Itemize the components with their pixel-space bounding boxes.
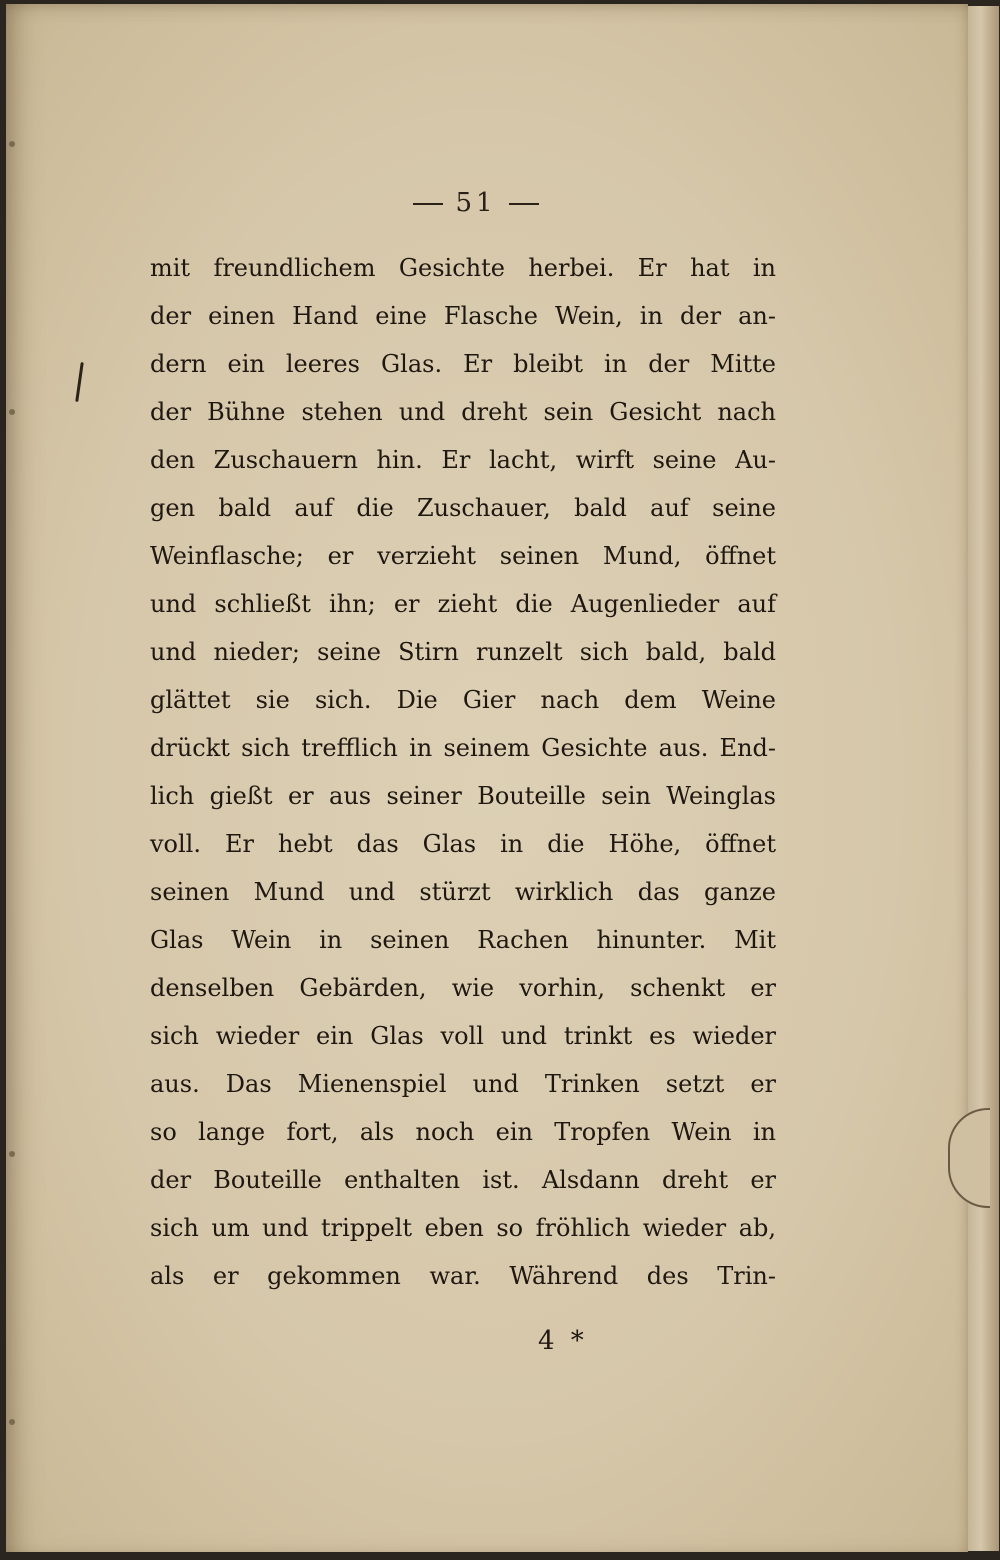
text-line: Glas Wein in seinen Rachen hinunter. Mit	[150, 926, 776, 954]
text-line: und schließt ihn; er zieht die Augenlieder auf	[150, 590, 776, 618]
text-line: voll. Er hebt das Glas in die Höhe, öffnet	[150, 830, 776, 858]
binding-stitch-marks	[6, 4, 24, 1552]
text-line: so lange fort, als noch ein Tropfen Wein in	[150, 1118, 776, 1146]
page-number: 51	[455, 188, 497, 218]
page-header	[6, 188, 946, 218]
body-text	[150, 244, 776, 1300]
text-line: seinen Mund und stürzt wirklich das ganze	[150, 878, 776, 906]
text-line: als er gekommen war. Während des Trin-	[150, 1262, 776, 1290]
text-line: der einen Hand eine Flasche Wein, in der an-	[150, 302, 776, 330]
text-line: und nieder; seine Stirn runzelt sich bald, bald	[150, 638, 776, 666]
text-line: denselben Gebärden, wie vorhin, schenkt er	[150, 974, 776, 1002]
text-line: aus. Das Mienenspiel und Trinken setzt er	[150, 1070, 776, 1098]
text-line: mit freundlichem Gesichte herbei. Er hat in	[150, 254, 776, 282]
header-dash-right	[509, 203, 539, 205]
text-line: drückt sich trefflich in seinem Gesichte aus. End-	[150, 734, 776, 762]
text-line: sich um und trippelt eben so fröhlich wieder ab,	[150, 1214, 776, 1242]
text-line: der Bouteille enthalten ist. Alsdann dreht er	[150, 1166, 776, 1194]
text-line: den Zuschauern hin. Er lacht, wirft seine Au-	[150, 446, 776, 474]
header-dash-left	[413, 203, 443, 205]
text-line: dern ein leeres Glas. Er bleibt in der Mitte	[150, 350, 776, 378]
text-line: der Bühne stehen und dreht sein Gesicht nach	[150, 398, 776, 426]
text-line: glättet sie sich. Die Gier nach dem Weine	[150, 686, 776, 714]
text-line: lich gießt er aus seiner Bouteille sein Weinglas	[150, 782, 776, 810]
text-line: gen bald auf die Zuschauer, bald auf seine	[150, 494, 776, 522]
text-line: Weinflasche; er verzieht seinen Mund, öffnet	[150, 542, 776, 570]
printer-signature-mark: 4 *	[538, 1326, 588, 1356]
text-line: sich wieder ein Glas voll und trinkt es wieder	[150, 1022, 776, 1050]
margin-ink-mark	[75, 362, 84, 402]
page-sheet	[6, 4, 968, 1552]
